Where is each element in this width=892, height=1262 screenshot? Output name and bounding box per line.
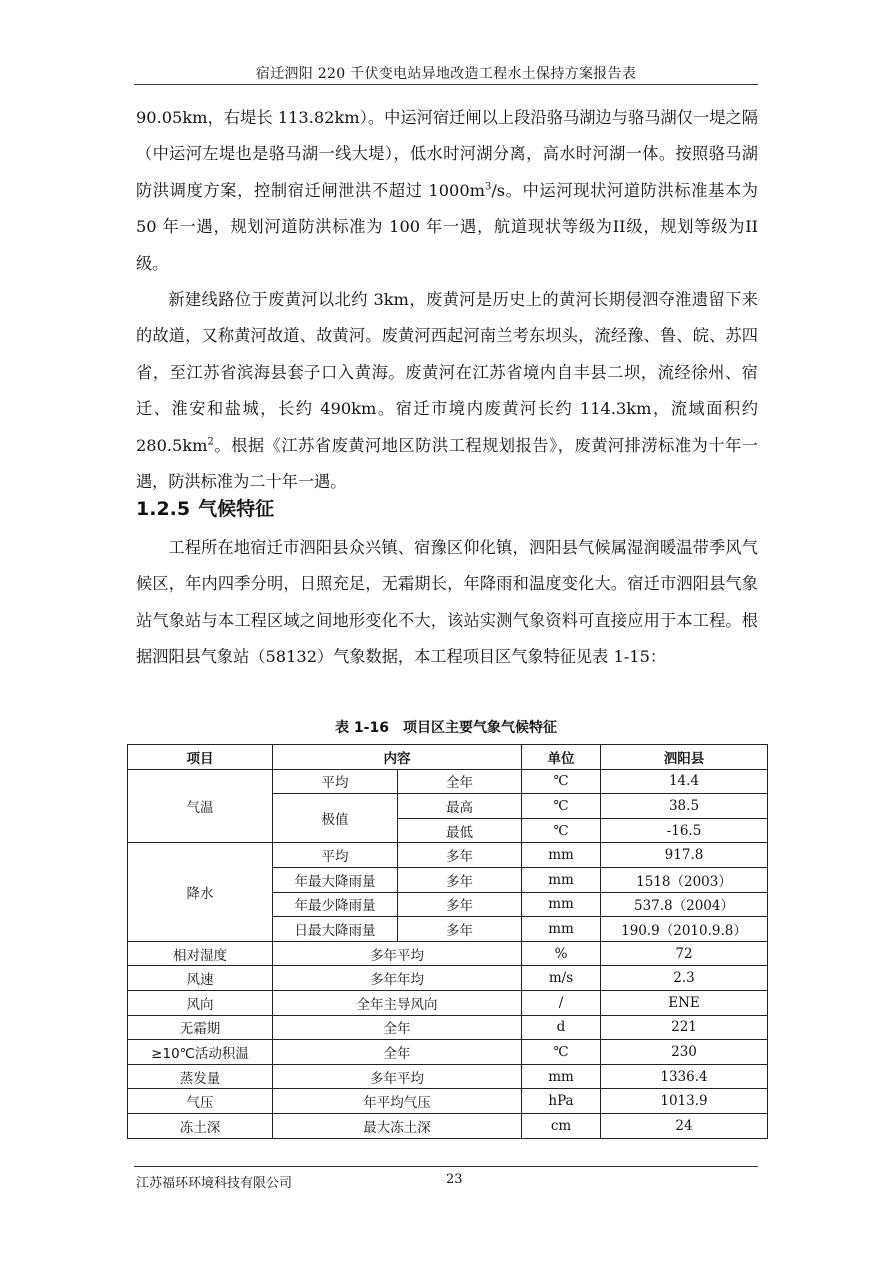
precip-r1-value: 917.8 <box>601 843 768 868</box>
row-unit: m/s <box>522 966 601 991</box>
precip-r3-b: 多年 <box>398 892 522 917</box>
table-row <box>128 1089 768 1114</box>
row-item: 无霜期 <box>128 1015 273 1040</box>
temp-annual: 全年 <box>398 769 522 794</box>
temp-unit-3: ℃ <box>522 818 601 843</box>
precip-r1-unit: mm <box>522 843 601 868</box>
temp-max: 最高 <box>398 794 522 819</box>
table-row <box>128 1040 768 1065</box>
row-value: 2.3 <box>601 966 768 991</box>
row-unit: % <box>522 941 601 966</box>
precip-label: 降水 <box>128 843 273 941</box>
precip-r4-b: 多年 <box>398 917 522 942</box>
table-caption-number: 表 1-16 <box>335 720 389 736</box>
precip-r3-a: 年最少降雨量 <box>273 892 398 917</box>
table-row <box>128 1064 768 1089</box>
temp-extreme: 极值 <box>273 794 398 843</box>
row-unit: ℃ <box>522 1040 601 1065</box>
row-value: 1013.9 <box>601 1089 768 1114</box>
row-value: 24 <box>601 1113 768 1138</box>
header-content: 内容 <box>273 745 522 770</box>
row-content: 全年主导风向 <box>273 990 522 1015</box>
paragraph-2-text-a: 新建线路位于废黄河以北约 3km，废黄河是历史上的黄河长期侵泗夺淮遗留下来的故道，又称黄河故道、故黄河。废黄河西起河南兰考东坝头，流经豫、鲁、皖、苏四省，至江苏省滨海县套子口入黄海。废黄河在江苏省境内自丰县二坝，流经徐州、宿迁、淮安和盐城，长约 490km。宿迁市境内废黄河长约 114.3km，流域面积约 280.5km <box>136 290 758 455</box>
section-title: 气候特征 <box>198 498 275 520</box>
temp-unit-2: ℃ <box>522 794 601 819</box>
header-rule <box>134 84 758 85</box>
header-title: 宿迁泗阳 220 千伏变电站异地改造工程水土保持方案报告表 <box>255 66 637 82</box>
precip-r2-value: 1518（2003） <box>601 867 768 892</box>
footer-rule <box>134 1166 758 1167</box>
section-number: 1.2.5 <box>136 498 191 520</box>
temp-label: 气温 <box>128 769 273 843</box>
table-row <box>128 769 768 794</box>
precip-r1-b: 多年 <box>398 843 522 868</box>
temp-unit-1: ℃ <box>522 769 601 794</box>
table-row <box>128 990 768 1015</box>
row-unit: hPa <box>522 1089 601 1114</box>
table-row <box>128 1113 768 1138</box>
row-item: ≥10℃活动积温 <box>128 1040 273 1065</box>
paragraph-3: 工程所在地宿迁市泗阳县众兴镇、宿豫区仰化镇，泗阳县气候属湿润暖温带季风气候区，年内四季分明，日照充足，无霜期长，年降雨和温度变化大。宿迁市泗阳县气象站气象站与本工程区域之间地形变化不大，该站实测气象资料可直接应用于本工程。根据泗阳县气象站（58132）气象数据，本工程项目区气象特征见表 1-15： <box>136 538 758 667</box>
header-item: 项目 <box>128 745 273 770</box>
row-content: 多年平均 <box>273 941 522 966</box>
row-unit: d <box>522 1015 601 1040</box>
table-header-row <box>128 745 768 770</box>
row-content: 年平均气压 <box>273 1089 522 1114</box>
row-unit: / <box>522 990 601 1015</box>
temp-min: 最低 <box>398 818 522 843</box>
temp-value-2: 38.5 <box>601 794 768 819</box>
row-item: 气压 <box>128 1089 273 1114</box>
table-row <box>128 843 768 868</box>
row-content: 全年 <box>273 1015 522 1040</box>
table-caption-title: 项目区主要气象气候特征 <box>402 720 557 736</box>
row-unit: cm <box>522 1113 601 1138</box>
body-text-block-2 <box>136 530 758 676</box>
table-row <box>128 966 768 991</box>
row-value: 1336.4 <box>601 1064 768 1089</box>
paragraph-2-text-b: 。根据《江苏省废黄河地区防洪工程规划报告》，废黄河排涝标准为十年一遇，防洪标准为二十年一遇。 <box>136 435 758 492</box>
temp-avg: 平均 <box>273 769 398 794</box>
table-caption <box>0 717 892 737</box>
page-number: 23 <box>446 1172 463 1187</box>
precip-r4-unit: mm <box>522 917 601 942</box>
header-unit: 单位 <box>522 745 601 770</box>
precip-r3-value: 537.8（2004） <box>601 892 768 917</box>
paragraph-1-superscript: 3 <box>484 181 492 193</box>
paragraph-1-text-b: /s。中运河现状河道防洪标准基本为 50 年一遇，规划河道防洪标准为 100 年一遇，航道现状等级为II级，规划等级为II级。 <box>136 180 758 273</box>
paragraph-1 <box>136 100 758 282</box>
paragraph-2-superscript: 2 <box>207 436 214 448</box>
temp-value-1: 14.4 <box>601 769 768 794</box>
row-item: 风向 <box>128 990 273 1015</box>
row-item: 蒸发量 <box>128 1064 273 1089</box>
row-item: 相对湿度 <box>128 941 273 966</box>
row-value: 230 <box>601 1040 768 1065</box>
precip-r2-b: 多年 <box>398 867 522 892</box>
row-unit: mm <box>522 1064 601 1089</box>
row-content: 全年 <box>273 1040 522 1065</box>
footer-company: 江苏福环环境科技有限公司 <box>136 1176 293 1191</box>
row-content: 多年平均 <box>273 1064 522 1089</box>
row-value: 72 <box>601 941 768 966</box>
row-item: 冻土深 <box>128 1113 273 1138</box>
paragraph-1-text-a: 90.05km，右堤长 113.82km）。中运河宿迁闸以上段沿骆马湖边与骆马湖仅一堤之隔（中运河左堤也是骆马湖一线大堤），低水时河湖分离，高水时河湖一体。按照骆马湖防洪调度方案，控制宿迁闸泄洪不超过 1000m <box>136 108 758 200</box>
climate-table <box>127 744 768 1139</box>
precip-r3-unit: mm <box>522 892 601 917</box>
body-text-block-1 <box>136 100 758 500</box>
precip-r4-value: 190.9（2010.9.8） <box>601 917 768 942</box>
row-value: ENE <box>601 990 768 1015</box>
temp-value-3: -16.5 <box>601 818 768 843</box>
section-heading <box>136 494 274 521</box>
row-content: 多年年均 <box>273 966 522 991</box>
header-value: 泗阳县 <box>601 745 768 770</box>
precip-r4-a: 日最大降雨量 <box>273 917 398 942</box>
table-row <box>128 1015 768 1040</box>
precip-r1-a: 平均 <box>273 843 398 868</box>
row-item: 风速 <box>128 966 273 991</box>
row-content: 最大冻土深 <box>273 1113 522 1138</box>
row-value: 221 <box>601 1015 768 1040</box>
precip-r2-unit: mm <box>522 867 601 892</box>
paragraph-2 <box>136 282 758 500</box>
precip-r2-a: 年最大降雨量 <box>273 867 398 892</box>
table-row <box>128 941 768 966</box>
